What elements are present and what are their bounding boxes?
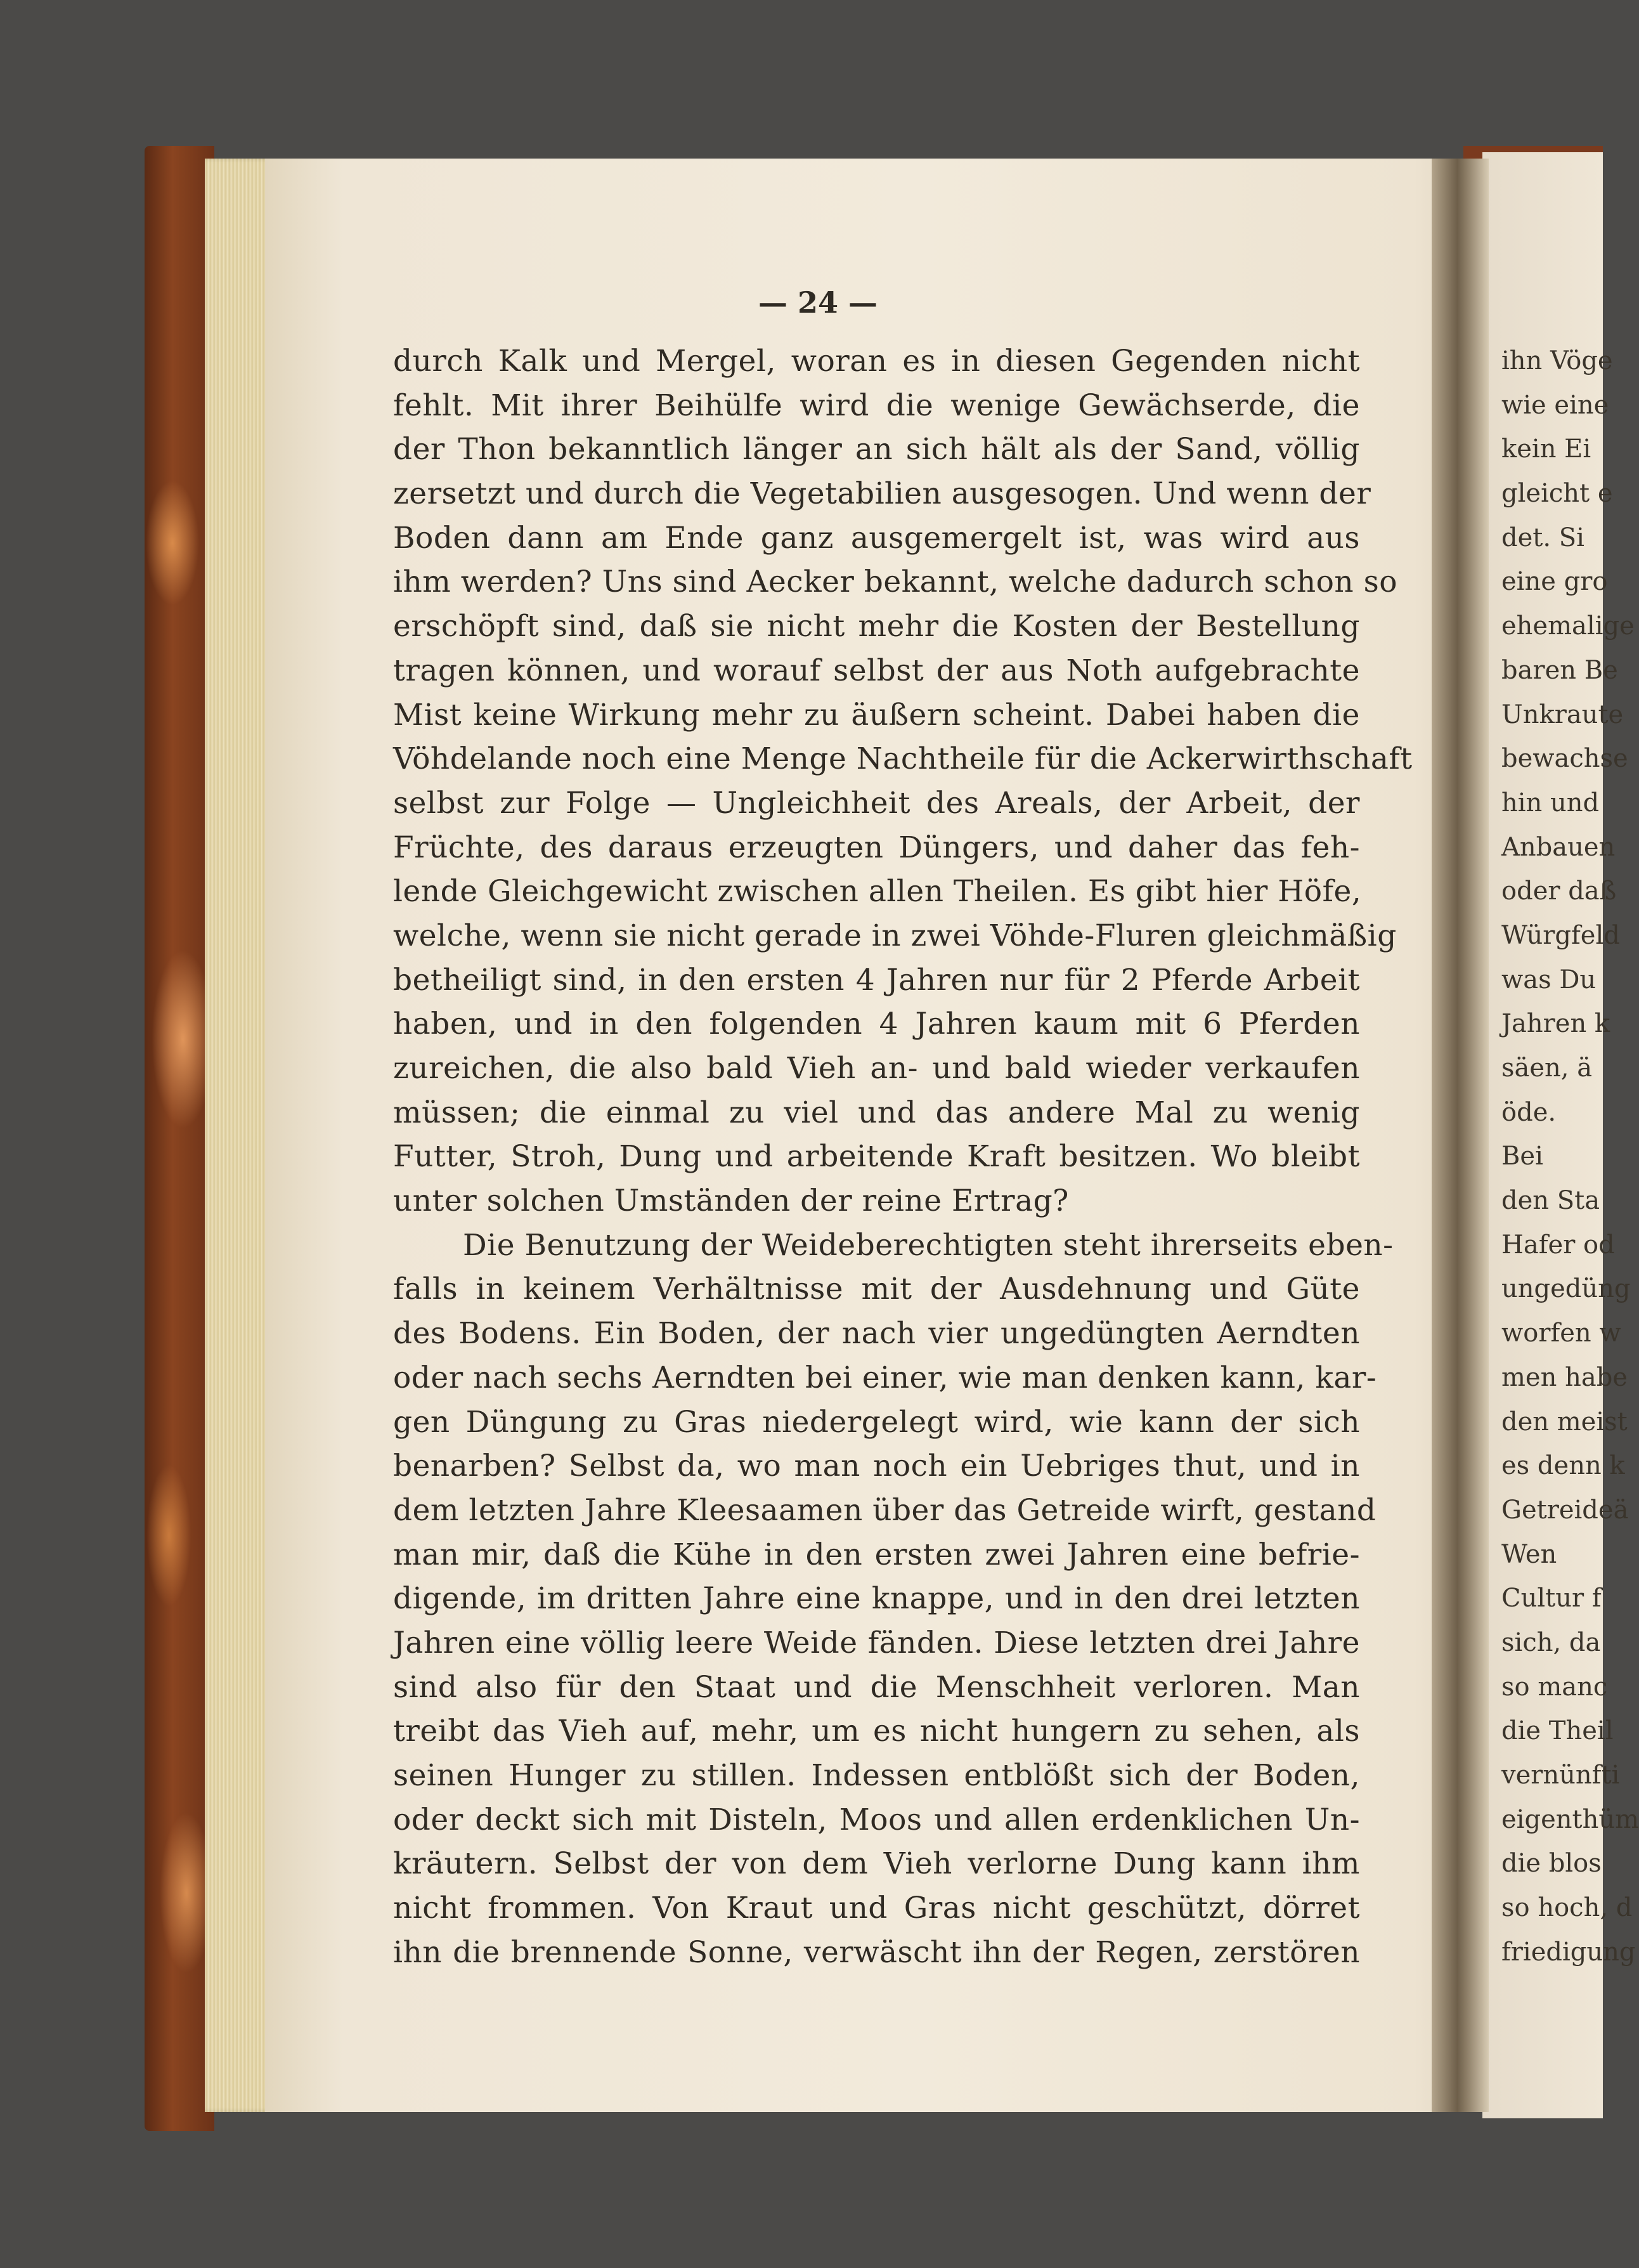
text-line: welche, wenn sie nicht gerade in zwei Vöhde-Fluren gleichmäßig	[393, 918, 1397, 953]
book-gutter	[1432, 159, 1489, 2112]
text-line: treibt das Vieh auf, mehr, um es nicht hungern zu sehen, als	[393, 1714, 1360, 1749]
side-text-line: kein Ei	[1501, 434, 1591, 464]
paragraph-start-line: Die Benutzung der Weideberechtigten steht ihrerseits eben-	[463, 1227, 1394, 1263]
text-line: selbst zur Folge — Ungleichheit des Areals, der Arbeit, der	[393, 785, 1360, 821]
text-line: nicht frommen. Von Kraut und Gras nicht geschützt, dörret	[393, 1891, 1360, 1926]
text-line: müssen; die einmal zu viel und das andere Mal zu wenig	[393, 1095, 1360, 1130]
side-text-line: vernünfti	[1501, 1761, 1620, 1790]
side-text-line: säen, ä	[1501, 1053, 1593, 1083]
side-text-line: men habe	[1501, 1362, 1628, 1392]
side-text-line: eine gro	[1501, 567, 1608, 597]
text-line: oder nach sechs Aerndten bei einer, wie man denken kann, kar-	[393, 1360, 1377, 1395]
text-line: seinen Hunger zu stillen. Indessen entblößt sich der Boden,	[393, 1758, 1360, 1793]
side-text-line: so hoch, d	[1501, 1893, 1633, 1923]
text-line: sind also für den Staat und die Menschheit verloren. Man	[393, 1669, 1360, 1705]
text-line: betheiligt sind, in den ersten 4 Jahren nur für 2 Pferde Arbeit	[393, 962, 1360, 998]
text-line: ihn die brennende Sonne, verwäscht ihn der Regen, zerstören	[393, 1934, 1360, 1970]
page-number: — 24 —	[758, 285, 878, 320]
text-line: durch Kalk und Mergel, woran es in diesen Gegenden nicht	[393, 344, 1360, 379]
text-line: Jahren eine völlig leere Weide fänden. Diese letzten drei Jahre	[393, 1625, 1360, 1660]
side-text-line: Wen	[1501, 1539, 1557, 1569]
side-text-line: det. Si	[1501, 523, 1584, 552]
text-line: kräutern. Selbst der von dem Vieh verlorne Dung kann ihm	[393, 1846, 1360, 1882]
side-text-line: worfen w	[1501, 1319, 1621, 1348]
text-line: man mir, daß die Kühe in den ersten zwei Jahren eine befrie-	[393, 1537, 1360, 1572]
side-text-line: Getreideä	[1501, 1495, 1629, 1525]
body-text	[393, 339, 1413, 1974]
text-line: Vöhdelande noch eine Menge Nachtheile für die Ackerwirthschaft	[393, 741, 1413, 777]
text-line: ihm werden? Uns sind Aecker bekannt, welche dadurch schon so	[393, 564, 1398, 600]
text-line: unter solchen Umständen der reine Ertrag?	[393, 1183, 1069, 1219]
side-text-line: bewachse	[1501, 744, 1628, 774]
text-line: lende Gleichgewicht zwischen allen Theilen. Es gibt hier Höfe,	[393, 874, 1362, 909]
side-text-line: Cultur f	[1501, 1584, 1602, 1613]
side-text-line: Hafer od	[1501, 1230, 1615, 1260]
side-text-line: baren Be	[1501, 655, 1618, 685]
text-line: Früchte, des daraus erzeugten Düngers, und daher das feh-	[393, 830, 1360, 865]
side-text-line: sich, da	[1501, 1627, 1601, 1657]
side-text-line: den meist	[1501, 1407, 1628, 1437]
text-line: falls in keinem Verhältnisse mit der Ausdehnung und Güte	[393, 1272, 1360, 1307]
right-page-cutoff-text	[1501, 339, 1639, 1974]
side-text-line: die Theil	[1501, 1716, 1614, 1746]
text-line: zureichen, die also bald Vieh an- und bald wieder verkaufen	[393, 1051, 1360, 1086]
text-line: Boden dann am Ende ganz ausgemergelt ist, was wird aus	[393, 520, 1360, 556]
side-text-line: gleicht e	[1501, 479, 1613, 509]
text-line: oder deckt sich mit Disteln, Moos und allen erdenklichen Un-	[393, 1802, 1360, 1837]
side-text-line: was Du	[1501, 965, 1597, 994]
side-text-line: den Sta	[1501, 1186, 1600, 1216]
text-line: Mist keine Wirkung mehr zu äußern scheint. Dabei haben die	[393, 697, 1360, 733]
text-line: haben, und in den folgenden 4 Jahren kaum mit 6 Pferden	[393, 1007, 1360, 1042]
side-text-line: so manc	[1501, 1672, 1608, 1702]
text-line: fehlt. Mit ihrer Beihülfe wird die wenige Gewächserde, die	[393, 388, 1360, 423]
side-text-line: öde.	[1501, 1097, 1557, 1127]
side-text-line: Jahren k	[1501, 1009, 1610, 1039]
text-line: erschöpft sind, daß sie nicht mehr die Kosten der Bestellung	[393, 609, 1360, 644]
text-line: gen Düngung zu Gras niedergelegt wird, wie kann der sich	[393, 1404, 1360, 1440]
side-text-line: eigenthüm	[1501, 1804, 1639, 1834]
side-text-line: oder daß	[1501, 877, 1617, 906]
marbled-book-cover	[145, 146, 214, 2131]
side-text-line: hin und	[1501, 788, 1600, 818]
text-line: Futter, Stroh, Dung und arbeitende Kraft besitzen. Wo bleibt	[393, 1139, 1360, 1175]
side-text-line: Bei	[1501, 1142, 1543, 1171]
side-text-line: ehemalige	[1501, 611, 1635, 641]
side-text-line: ungedüng	[1501, 1274, 1631, 1304]
side-text-line: es denn k	[1501, 1451, 1625, 1481]
side-text-line: die blos	[1501, 1849, 1602, 1879]
text-line: tragen können, und worauf selbst der aus Noth aufgebrachte	[393, 653, 1360, 688]
side-text-line: Unkraute	[1501, 700, 1624, 729]
side-text-line: friedigung	[1501, 1937, 1636, 1967]
text-line: der Thon bekanntlich länger an sich hält als der Sand, völlig	[393, 432, 1360, 467]
side-text-line: Würgfeld	[1501, 920, 1620, 950]
text-line: digende, im dritten Jahre eine knappe, und in den drei letzten	[393, 1581, 1360, 1617]
page-edges	[205, 159, 275, 2112]
side-text-line: Anbauen	[1501, 832, 1616, 862]
text-line: zersetzt und durch die Vegetabilien ausgesogen. Und wenn der	[393, 476, 1371, 512]
side-text-line: ihn Vöge	[1501, 346, 1613, 375]
text-line: des Bodens. Ein Boden, der nach vier ungedüngten Aerndten	[393, 1316, 1360, 1352]
text-line: dem letzten Jahre Kleesaamen über das Getreide wirft, gestand	[393, 1492, 1377, 1528]
text-line: benarben? Selbst da, wo man noch ein Uebriges thut, und in	[393, 1449, 1360, 1484]
side-text-line: wie eine	[1501, 390, 1609, 420]
